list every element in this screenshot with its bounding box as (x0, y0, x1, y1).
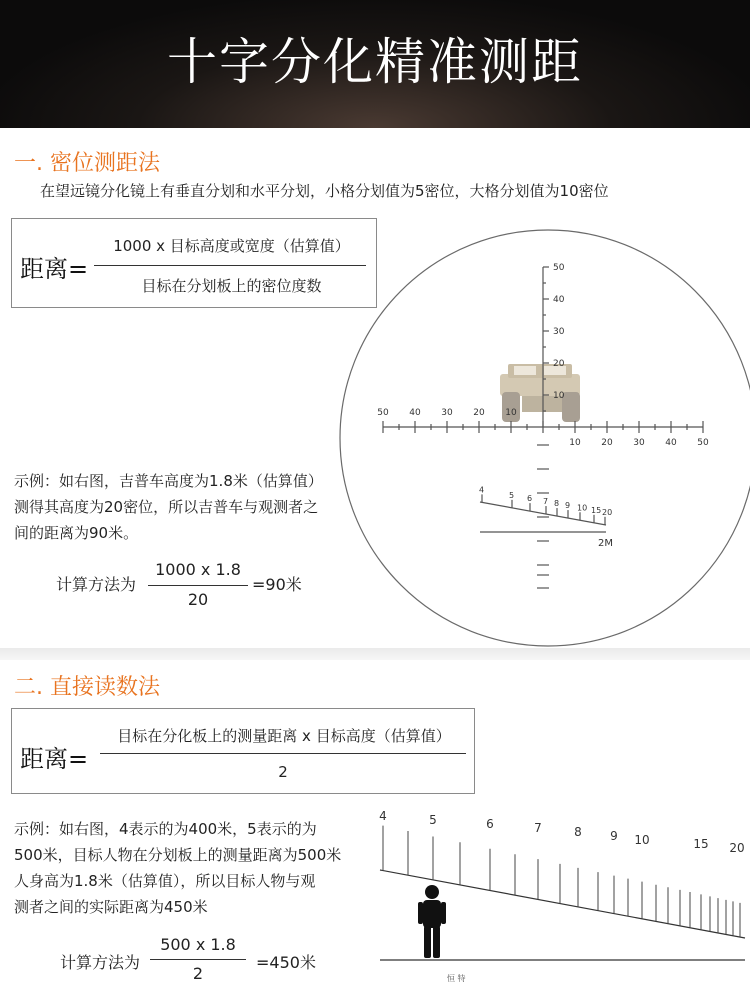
range-label: 9 (565, 501, 571, 511)
calc-result: =90米 (252, 575, 302, 594)
reticle-h-label-left: 30 (441, 408, 453, 418)
range-label: 6 (527, 494, 533, 504)
reticle-v-label: 40 (553, 295, 565, 305)
formula-denominator: 2 (278, 763, 288, 781)
calc-numerator: 1000 x 1.8 (155, 560, 241, 579)
formula-numerator: 1000 x 目标高度或宽度（估算值） (113, 237, 350, 255)
calc-label: 计算方法为 (60, 953, 141, 972)
scale-caption: 恒 特 (447, 974, 466, 983)
reticle-h-label-left: 40 (409, 408, 421, 418)
reticle-h-label-left: 20 (473, 408, 485, 418)
reticle-v-label: 20 (553, 359, 565, 369)
scale-label: 9 (610, 829, 618, 843)
scale-label: 7 (534, 821, 542, 835)
section1-intro: 在望远镜分化镜上有垂直分划和水平分划，小格分划值为5密位，大格分划值为10密位 (40, 182, 609, 200)
page-title: 十字分化精准测距 (167, 33, 583, 91)
example-line: 间的距离为90米。 (14, 524, 139, 542)
example-line: 测者之间的实际距离为450米 (14, 898, 208, 916)
scale-label: 5 (429, 813, 437, 827)
range-label: 4 (479, 485, 485, 495)
scale-label: 6 (486, 817, 494, 831)
scale-label: 20 (729, 841, 745, 855)
scale-label: 10 (634, 833, 650, 847)
person-icon (418, 885, 446, 958)
section1-title: 一. 密位测距法 (14, 151, 160, 176)
calc-label: 计算方法为 (56, 575, 137, 594)
reticle-h-label-right: 20 (601, 438, 613, 448)
example-line: 人身高为1.8米（估算值），所以目标人物与观 (14, 872, 316, 890)
range-label: 15 (591, 505, 602, 515)
range-label: 10 (577, 503, 588, 513)
calc-result: =450米 (256, 953, 316, 972)
reticle-v-label: 50 (553, 263, 565, 273)
range-label: 8 (554, 499, 560, 509)
calc-numerator: 500 x 1.8 (160, 935, 236, 954)
range-unit-label: 2M (598, 538, 613, 549)
reticle-h-label-right: 30 (633, 438, 645, 448)
range-label: 7 (543, 497, 549, 507)
section2-title: 二. 直接读数法 (14, 675, 160, 700)
formula-label: 距离= (20, 255, 89, 283)
calc-denominator: 2 (192, 964, 204, 983)
example-line: 测得其高度为20密位，所以吉普车与观测者之 (14, 498, 319, 516)
reticle-h-label-right: 50 (697, 438, 709, 448)
example-line: 500米，目标人物在分划板上的测量距离为500米 (14, 846, 342, 864)
formula-numerator: 目标在分化板上的测量距离 x 目标高度（估算值） (117, 727, 451, 745)
example-line: 示例：如右图，吉普车高度为1.8米（估算值） (14, 472, 323, 490)
range-label: 5 (509, 490, 515, 500)
reticle-h-label-left: 10 (505, 408, 517, 418)
formula-label: 距离= (20, 745, 89, 773)
scale-label: 4 (379, 809, 387, 823)
formula-denominator: 目标在分划板上的密位度数 (141, 277, 322, 295)
example-line: 示例：如右图，4表示的为400米，5表示的为 (14, 820, 317, 838)
calc-denominator: 20 (187, 590, 209, 609)
scale-label: 8 (574, 825, 582, 839)
reticle-v-label: 30 (553, 327, 565, 337)
reticle-h-label-right: 40 (665, 438, 677, 448)
reticle-h-label-right: 10 (569, 438, 581, 448)
reticle-v-label: 10 (553, 391, 565, 401)
range-label: 20 (602, 507, 613, 517)
scale-label: 15 (693, 837, 709, 851)
reticle-h-label-left: 50 (377, 408, 389, 418)
